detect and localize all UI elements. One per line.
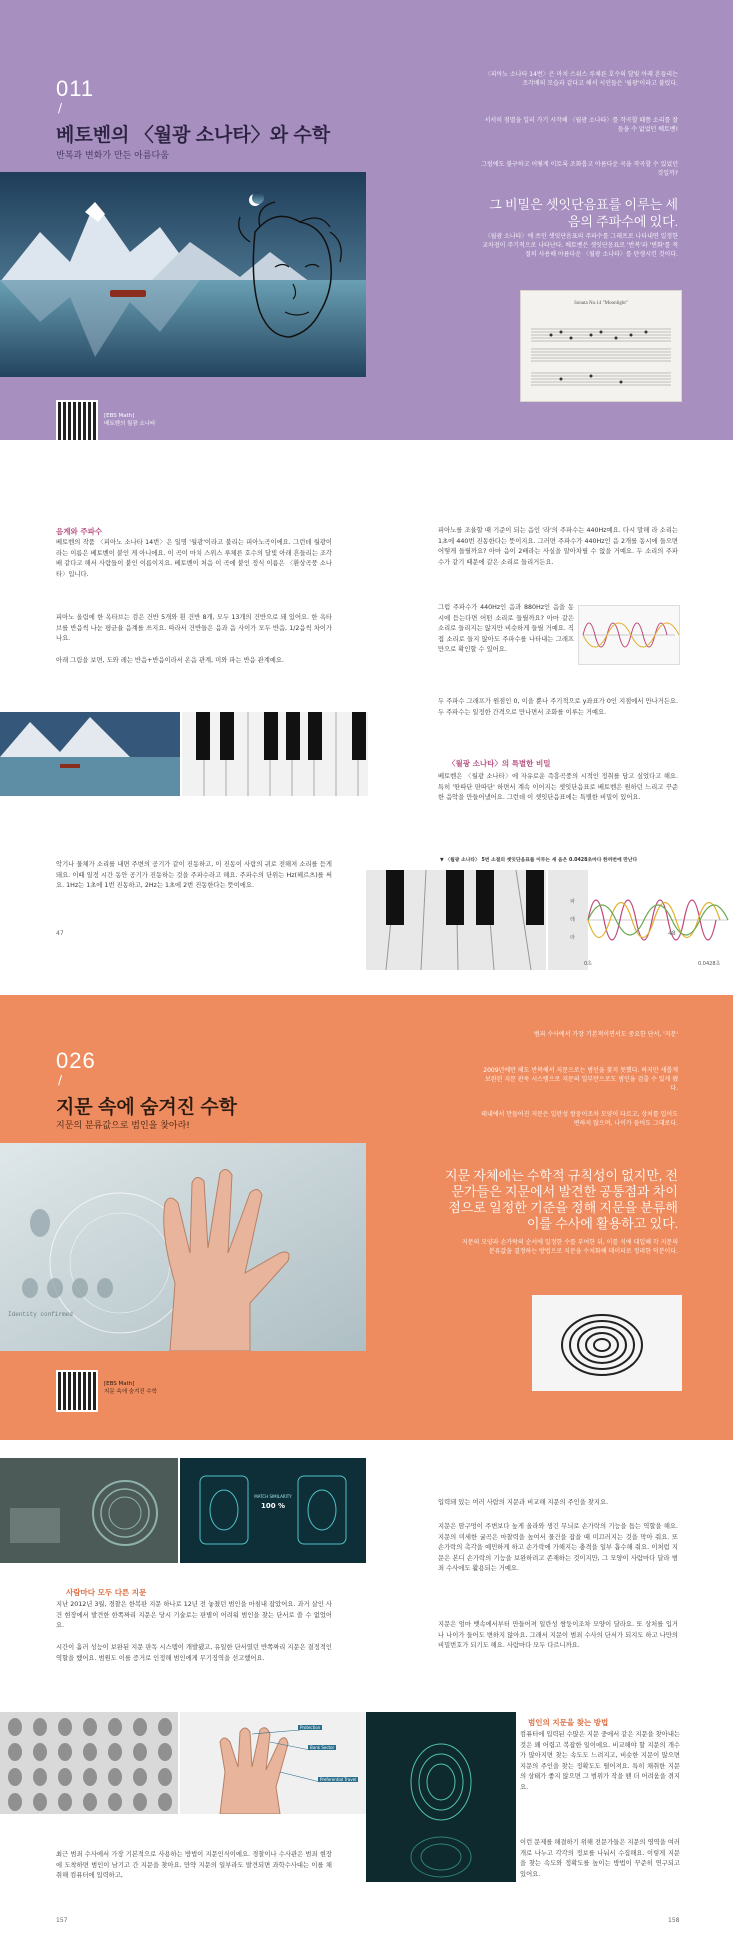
body-text-matching-1: 입력돼 있는 여러 사람의 지문과 비교해 지문의 주인을 찾지요. — [438, 1499, 609, 1506]
intro-quote: 그 비밀은 셋잇단음표를 이루는 세 음의 주파수에 있다. — [489, 197, 678, 229]
intro2-paragraph-4: 지문의 모양과 손가락의 순서에 일정한 수를 부여한 뒤, 이를 식에 대입해 각 지문의 분류값을 결정하는 방법으로 지문을 수치화해 데이터로 정리한 덕분이다. — [461, 1239, 678, 1255]
hand-label-protection: Protection — [300, 1725, 321, 1730]
body-text-matching-2: 지문은 땀구멍이 주변보다 높게 올라와 생긴 무늬로 손가락의 기능을 돕는 역할을 해요. 지문의 미세한 굴곡은 마찰력을 높여서 물건을 잡을 때 미끄러지는 것을 막아 줘요. 또 손가락의 촉각을 예민하게 하고 손가락에 가해지는 충격을 일부 흡수해 줘요. 이처럼 지문은 본디 손가락의 기능을 보완하려고 존재하는 것이지만, 그 모양이 사람마다 달라 범죄 수사에도 활용되는 거예요. — [438, 1523, 678, 1572]
intro2-quote: 지문 자체에는 수학적 규칙성이 없지만, 전문가들은 지문에서 발견한 공통점과 차이점으로 일정한 기준을 정해 지문을 분류해 이를 수사에 활용하고 있다. — [445, 1168, 678, 1231]
intro-paragraph-4: 〈월광 소나타〉에 쓰인 셋잇단음표의 주파수를 그래프로 나타내면 일정한 교차점이 주기적으로 나타난다. 베토벤은 셋잇단음표로 '반복'과 '변화'를 적절히 사용해 아름다운 〈월광 소나타〉를 탄생시킨 것이다. — [482, 233, 678, 258]
intro2-paragraph-1: 범죄 수사에서 가장 기본적이면서도 중요한 단서, '지문' — [533, 1031, 678, 1038]
qr-caption-line2: 베토벤의 월광 소나타 — [104, 421, 156, 427]
lab-photo — [0, 1458, 178, 1563]
hand-label-bank: Bank Sector — [310, 1745, 335, 1750]
hero-illustration — [0, 172, 366, 377]
qr-caption-line1: [EBS Math] — [104, 413, 135, 419]
piano-keys-photo-2 — [366, 870, 546, 970]
page-subtitle-2: 지문의 분류값으로 범인을 찾아라! — [56, 1121, 190, 1131]
section-heading-moonlight-secret: 〈월광 소나타〉의 특별한 비밀 — [448, 759, 551, 768]
body-text-case-1: 지난 2012년 3월, 경찰은 한복판 지문 하나로 12년 전 놓쳤던 범인을 마침내 잡았어요. 과거 살인 사건 현장에서 발견한 한쪽짜리 지문은 당시 기술로는 판별이 어려워 범인을 찾는 단서로 쓸 수 없었어요. — [56, 1601, 332, 1629]
identity-confirmed-text: Identity confirmed — [8, 1311, 73, 1318]
chapter-slash: / — [58, 101, 63, 115]
intro-paragraph-3: 그럼에도 불구하고 어떻게 이토록 조화롭고 아름다운 곡을 작곡할 수 있었던 것일까? — [481, 161, 678, 177]
qr-caption-2 — [104, 1380, 157, 1396]
chapter-slash-2: / — [58, 1073, 63, 1087]
section-heading-find-criminal: 범인의 지문을 찾는 방법 — [528, 1718, 609, 1727]
piano-keys-photo — [182, 712, 368, 796]
intro2-paragraph-2: 2009년에만 해도 반복해서 지문으로는 범인을 찾지 못했다. 하지만 새롭게 보완된 지문 판독 시스템으로 지문의 일부만으로도 범인을 검출 수 있게 됐다. — [483, 1067, 678, 1092]
body-text-scale-3: 아래 그림을 보면, 도와 레는 반음+반음이라서 온음 관계, 미와 파는 반음 관계예요. — [56, 657, 284, 664]
intro2-paragraph-3: 태내에서 만들어진 지문은 일란성 쌍둥이조차 모양이 다르고, 상처를 입어도 변하지 않으며, 나이가 들어도 그대로다. — [481, 1111, 678, 1127]
sine-wave-graph-small — [578, 605, 680, 665]
body-text-case-2: 시간이 흘러 성능이 보완된 지문 판독 시스템이 개발됐고, 유일한 단서였던 반쪽짜리 지문은 결정적인 역할을 했어요. 범원도 이를 증거로 인정해 범인에게 무기징역을 선고했어요. — [56, 1644, 332, 1662]
chapter-number: 011 — [56, 76, 95, 101]
graph-label-fa: 파 — [570, 899, 575, 905]
sheet-music-image — [520, 290, 682, 402]
page-number-left-2: 157 — [56, 1917, 68, 1924]
qr-code-2[interactable] — [56, 1370, 98, 1412]
body-text-tuning-1: 피아노를 조율할 때 기준이 되는 음인 '라'의 주파수는 440Hz예요. 다시 말해 라 소리는 1초에 440번 진동한다는 뜻이지요. 그러면 주파수가 440Hz인 음 2개를 동시에 들으면 어떻게 들릴까요? 아마 음이 2배라는 사실을 알아차릴 수 없을 거예요. 두 소리의 주파수가 같기 때문에 같은 소리로 들리거든요. — [438, 527, 678, 566]
hand-label-travel: Preferential Travel — [320, 1777, 357, 1782]
intro-paragraph-1: 〈피아노 소나타 14번〉은 마치 스위스 루체른 호수의 달빛 아래 흔들리는 조각배의 모습과 같다고 해서 시인들은 '월광'이라고 불렀다. — [484, 71, 678, 87]
match-similarity-value: 100 % — [260, 1502, 286, 1510]
fingerprint-grid-photo — [0, 1712, 178, 1814]
qr-caption-2-line1: [EBS Math] — [104, 1381, 135, 1387]
page-number-left: 47 — [56, 930, 64, 937]
sheet-title: Sonata No.14 "Moonlight" — [574, 301, 628, 306]
body-text-frequency: 악기나 물체가 소리를 내면 주변의 공기가 같이 진동하고, 이 진동이 사람의 귀로 전해져 소리를 듣게 돼요. 이때 일정 시간 동안 공기가 진동하는 것을 주파수라고 해요. 주파수의 단위는 Hz(헤르츠)를 써요. 1Hz는 1초에 1번 진동하고, 2Hz는 1초에 2번 진동한다는 뜻이에요. — [56, 861, 332, 889]
section-heading-unique-fingerprint: 사람마다 모두 다른 지문 — [66, 1588, 147, 1597]
page-title-2: 지문 속에 숨겨진 수학 — [56, 1097, 238, 1118]
body-text-tuning-3: 두 주파수 그래프가 원점인 0, 이을 뿐나 주기적으로 y좌표가 0인 지점에서 만나거든요. 두 주파수는 일정한 간격으로 만나면서 조화를 이루는 거예요. — [438, 698, 678, 716]
three-note-frequency-graph — [548, 870, 733, 970]
graph-label-la: 라 — [570, 935, 575, 941]
body-text-matching-3: 지문은 엄마 뱃속에서부터 만들어져 일란성 쌍둥이조차 모양이 달라요. 또 상처를 입거나 나이가 들어도 변하지 않아요. 그래서 지문이 범죄 수사의 단서가 되지도 하고 나만의 비밀번호가 되기도 해요. 사람마다 모두 다르니까요. — [438, 1621, 678, 1649]
page-number-right-2: 158 — [668, 1917, 680, 1924]
body-text-find-1: 컴퓨터에 입력된 수많은 지문 중에서 같은 지문을 찾아내는 것은 꽤 어렵고 복잡한 일이에요. 비교해야 할 지문의 개수가 많아지면 찾는 속도도 느려지고, 비슷한 지문이 많으면 지문의 주인을 찾는 정확도도 떨어져요. 특히 채취한 지문의 상태가 좋지 않으면 그 범위가 작을 땐 더 어려움을 겪지요. — [520, 1731, 680, 1791]
body-text-find-2: 이런 문제를 해결하기 위해 전문가들은 지문의 영역을 여러 개로 나누고 각각의 정보를 나눠서 수집해요. 이렇게 지문을 찾는 속도와 정확도를 높이는 방법이 꾸준히 연구되고 있어요. — [520, 1839, 680, 1878]
page-number-right: 48 — [668, 930, 676, 937]
qr-code[interactable] — [56, 400, 98, 442]
graph-caption: ▼ 〈월광 소나타〉 5번 소절의 셋잇단음표를 이루는 세 음은 0.0428초마다 한꺼번에 만난다 — [440, 858, 638, 863]
qr-caption — [104, 412, 155, 428]
page-subtitle: 반복과 변화가 만든 아름다움 — [56, 151, 169, 161]
hand-scanner-photo — [0, 1143, 366, 1351]
body-text-scale-2: 피아노 올림에 한 옥타브는 검은 건반 5개와 흰 건반 8개, 모두 13개의 건반으로 돼 있어요. 한 옥타브를 반음씩 나눈 평균율 음계를 쓰지요. 따라서 건반들은 음과 음 사이가 모두 반음, 1/2음씩 차이가 나요. — [56, 614, 332, 642]
body-text-scale-1: 베토벤의 작품 〈피아노 소나타 14번〉은 일명 '월광'이라고 불리는 피아노곡이에요. 그런데 월광이라는 이름은 베토벤이 붙인 게 아니에요. 이 곡이 마치 스위스 루체른 호수의 달빛 아래 흔들리는 조각배 같다고 해서 사람들이 붙인 이름이지요. 베토벤이 처음 이 곡에 붙인 정식 이름은 〈환상곡풍 소나타〉입니다. — [56, 539, 332, 578]
lake-illustration-small — [0, 712, 180, 796]
fingerprint-3d-image — [532, 1295, 682, 1391]
section-heading-scale-frequency: 음계와 주파수 — [56, 527, 103, 536]
page-title: 베토벤의 〈월광 소나타〉와 수학 — [56, 125, 331, 146]
qr-caption-2-line2: 지문 속에 숨겨진 수학 — [104, 1389, 158, 1395]
fingerprint-match-screen — [180, 1458, 366, 1563]
fingerprint-scan-screen — [366, 1712, 516, 1882]
chapter-number-2: 026 — [56, 1048, 96, 1073]
body-text-moonlight: 베토벤은 〈월광 소나타〉에 자유로운 즉흥곡풍의 시적인 정취를 담고 싶었다고 해요. 특히 '딴따단 딴따단' 하면서 계속 이어지는 셋잇단음표로 베토벤은 원하던 느리고 꾸준한 음악을 만들어냈어요. 그런데 이 셋잇단음표에는 특별한 비밀이 있어요. — [438, 773, 678, 801]
hand-fingerprint-diagram — [180, 1712, 366, 1814]
graph-tick-end: 0.0428초 — [698, 961, 721, 967]
graph-label-re: 레 — [570, 917, 575, 923]
body-text-tuning-2: 그럼 주파수가 440Hz인 음과 880Hz인 음을 동시에 듣는다면 어떤 소리로 들릴까요? 아마 같은 소리로 들리지는 않지만 비슷하게 들릴 거예요. 직접 소리로 들지 않아도 주파수를 나타내는 그래프만으로 확인할 수 있어요. — [438, 604, 574, 653]
body-text-investigation: 최근 범죄 수사에서 가장 기본적으로 사용하는 방법이 지문인식이에요. 경찰이나 수사관은 범죄 현장에 도착하면 범인이 남기고 간 지문을 찾아요. 만약 지문의 일부라도 발견되면 과학수사대는 이를 채취해 컴퓨터에 입력하고, — [56, 1851, 332, 1879]
graph-tick-0: 0초 — [584, 961, 593, 967]
intro-paragraph-2: 서서히 점멸을 일러 가기 시작해 〈월광 소나타〉를 작곡할 때쯤 소리를 잘 들을 수 없었던 베토벤! — [484, 117, 678, 133]
match-similarity-label: MATCH SIMILARITY — [254, 1494, 292, 1499]
